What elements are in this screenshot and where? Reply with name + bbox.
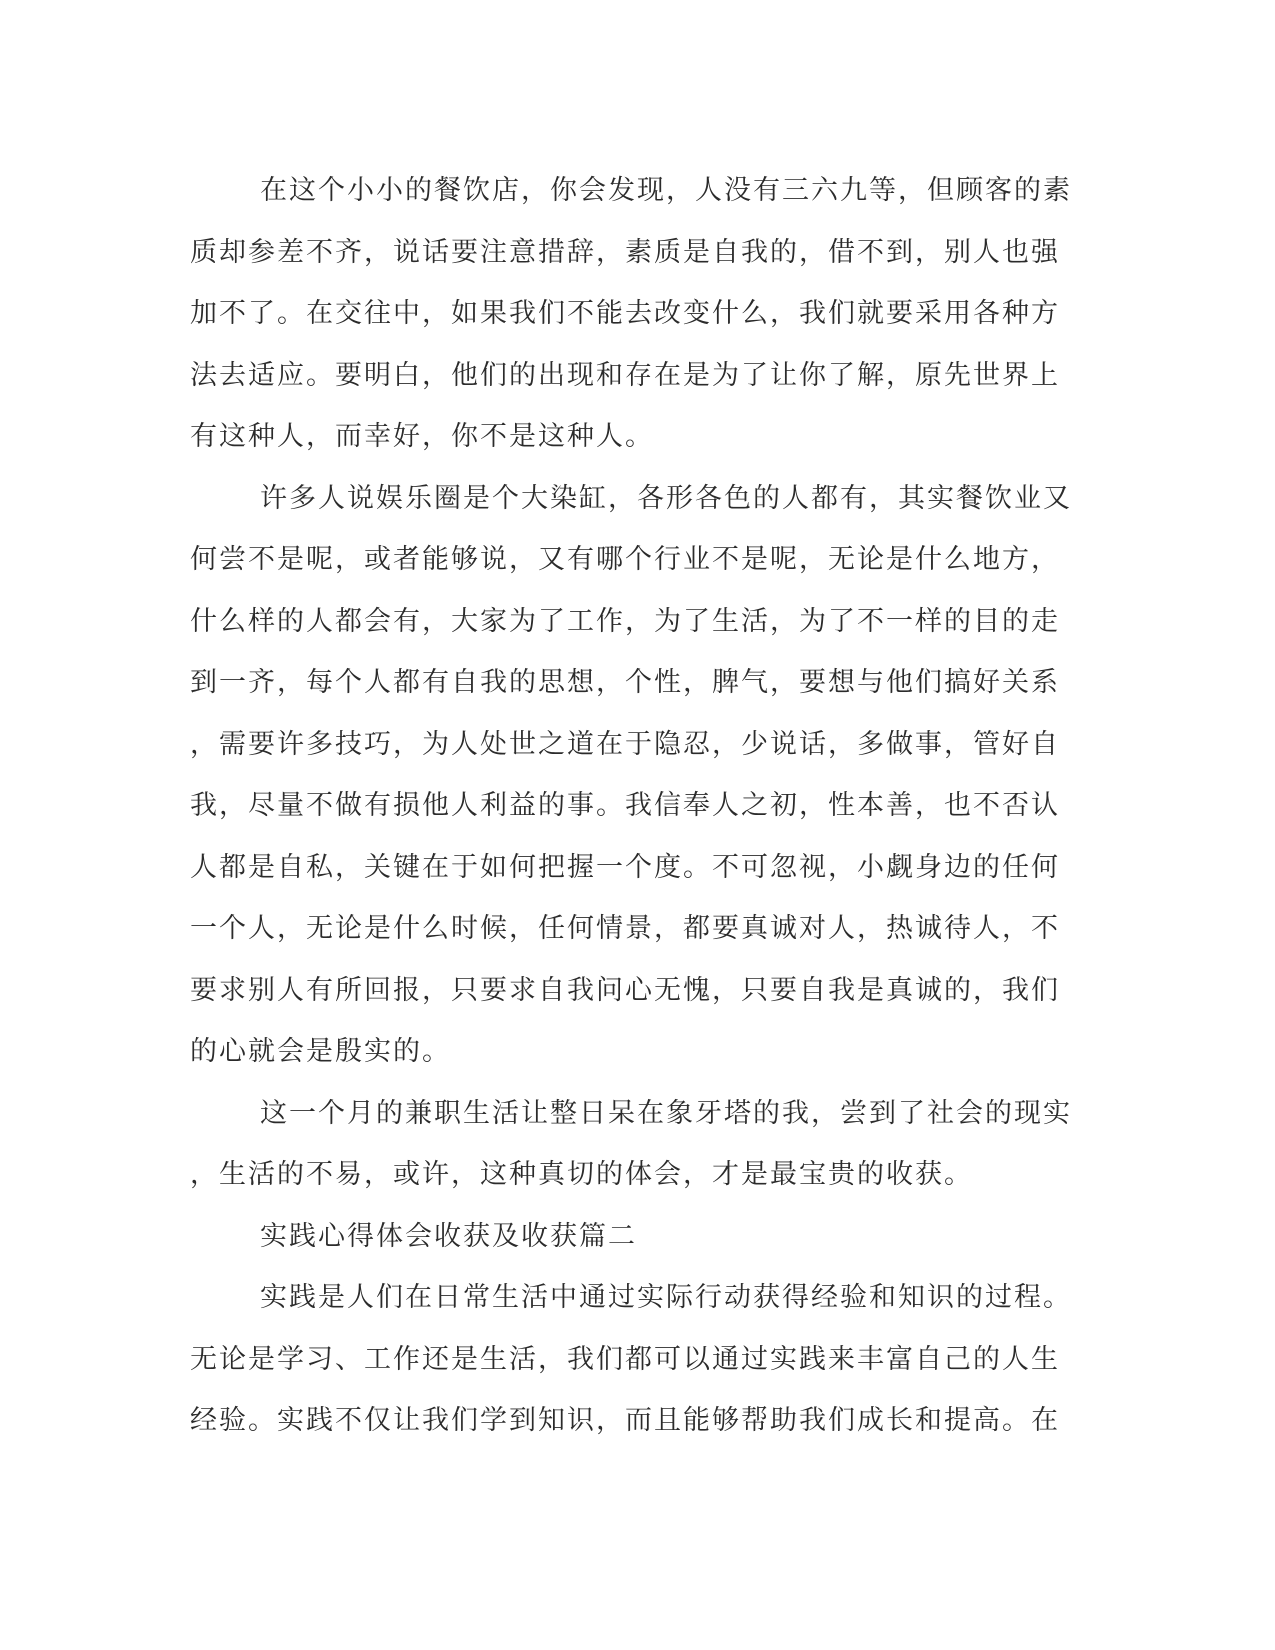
paragraph-line: 质却参差不齐，说话要注意措辞，素质是自我的，借不到，别人也强 [190, 236, 1060, 268]
paragraph-line: 实践是人们在日常生活中通过实际行动获得经验和知识的过程。 [260, 1282, 1072, 1313]
paragraph-line: 经验。实践不仅让我们学到知识，而且能够帮助我们成长和提高。在 [190, 1405, 1060, 1436]
paragraph-line: 无论是学习、工作还是生活，我们都可以通过实践来丰富自己的人生 [190, 1343, 1060, 1375]
paragraph-line: 有这种人，而幸好，你不是这种人。 [190, 421, 654, 452]
paragraph-line: 何尝不是呢，或者能够说，又有哪个行业不是呢，无论是什么地方， [190, 544, 1060, 575]
paragraph-line: ，需要许多技巧，为人处世之道在于隐忍，少说话，多做事，管好自 [190, 728, 1060, 760]
paragraph-line: 我，尽量不做有损他人利益的事。我信奉人之初，性本善，也不否认 [190, 790, 1060, 821]
paragraph-line: 在这个小小的餐饮店，你会发现，人没有三六九等，但顾客的素 [260, 175, 1072, 206]
paragraph-line: 的心就会是殷实的。 [190, 1036, 451, 1067]
paragraph-line: 许多人说娱乐圈是个大染缸，各形各色的人都有，其实餐饮业又 [260, 482, 1072, 514]
paragraph-line: 这一个月的兼职生活让整日呆在象牙塔的我，尝到了社会的现实 [260, 1097, 1072, 1129]
document-body [190, 160, 1090, 1452]
paragraph-line: 要求别人有所回报，只要求自我问心无愧，只要自我是真诚的，我们 [190, 974, 1060, 1006]
paragraph-line: 加不了。在交往中，如果我们不能去改变什么，我们就要采用各种方 [190, 298, 1060, 329]
paragraph-line: 到一齐，每个人都有自我的思想，个性，脾气，要想与他们搞好关系 [190, 667, 1060, 698]
section-heading: 实践心得体会收获及收获篇二 [260, 1220, 637, 1252]
paragraph-line: 人都是自私，关键在于如何把握一个度。不可忽视，小觑身边的任何 [190, 851, 1060, 883]
paragraph-line: 法去适应。要明白，他们的出现和存在是为了让你了解，原先世界上 [190, 359, 1060, 391]
paragraph-line: ，生活的不易，或许，这种真切的体会，才是最宝贵的收获。 [190, 1159, 973, 1190]
paragraph-line: 什么样的人都会有，大家为了工作，为了生活，为了不一样的目的走 [190, 605, 1060, 637]
paragraph-line: 一个人，无论是什么时候，任何情景，都要真诚对人，热诚待人，不 [190, 913, 1060, 944]
